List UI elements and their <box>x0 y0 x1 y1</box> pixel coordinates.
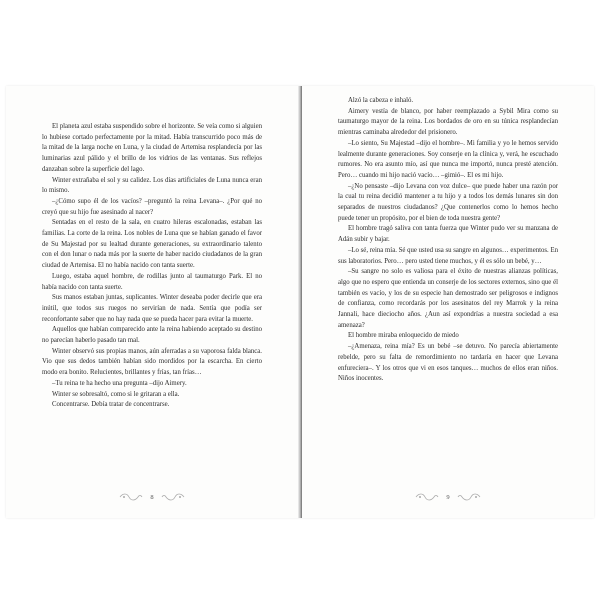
paragraph: –Lo siento, Su Majestad –dijo el hombre–. Mi familia y yo le hemos servido lealmente durante generaciones. Soy conserje en la clínica y, verá, he escuchado rumores. No era asunto mío, así que nunca me importó, nunca presté atención. Pero… cuando mi hijo nació vacío… –gimió–. El es mi hijo. <box>338 139 558 179</box>
paragraph: Luego, estaba aquel hombre, de rodillas junto al taumaturgo Park. El no había nacido con tanta suerte. <box>42 272 262 291</box>
flourish-right-icon <box>456 492 482 502</box>
paragraph: –Su sangre no solo es valiosa para el éxito de nuestras alianzas políticas, algo que no espero que entienda un conserje de los sectores externos, sino que él también es vacío, y los de su especie han demostrado ser peligrosos e indignos de confianza, como recordarás por los asesinatos del rey Marrok y la reina Jannali, hace dieciocho años. ¿Aun así expondrías a nuestra sociedad a esa amenaza? <box>338 268 558 329</box>
paragraph: El hombre tragó saliva con tanta fuerza que Winter pudo ver su manzana de Adán subir y bajar. <box>338 225 558 244</box>
right-page <box>302 86 594 518</box>
right-page-body <box>338 96 558 385</box>
book-spread <box>6 86 594 518</box>
page-number: 9 <box>446 493 450 501</box>
flourish-left-icon <box>118 492 144 502</box>
paragraph: El hombre miraba enloquecido de miedo <box>348 332 459 340</box>
paragraph: El planeta azul estaba suspendido sobre el horizonte. Se veía como si alguien lo hubiese cortado perfectamente por la mitad. Había transcurrido poco más de la mitad de la larga noche en Luna, y la ciudad de Artemisa resplandecía por las luminarias azul pálido y el brillo de los vidrios de las ventanas. Sus reflejos danzaban sobre la superficie del lago. <box>42 123 262 173</box>
paragraph: Alzó la cabeza e inhaló. <box>348 97 414 104</box>
paragraph: –¿Amenaza, reina mía? Es un bebé –se detuvo. No parecía abiertamente rebelde, pero su falta de remordimiento no tardaría en hacer que Levana enfureciera–. Y los otros que vi en esos tanques… muchos de ellos eran niños. Niños inocentes. <box>338 343 558 383</box>
left-page <box>6 86 298 518</box>
paragraph: –Tu reina te ha hecho una pregunta –dijo Aimery. <box>52 379 187 387</box>
paragraph: Winter observó sus propias manos, aún aferradas a su vaporosa falda blanca. Vio que sus dedos también habían sido mordidos por la escarcha. En cierto modo era bonito. Relucientes, brillantes y frías, tan frías… <box>42 347 262 377</box>
right-page-footer <box>302 490 594 504</box>
left-page-body <box>42 122 262 411</box>
flourish-right-icon <box>160 492 186 502</box>
page-number: 8 <box>150 493 154 501</box>
paragraph: –¿No pensaste –dijo Levana con voz dulce– que puede haber una razón por la cual tu reina decidió mantener a tu hijo y a todos los demás lunares sin don separados de nuestros ciudadanos? ¿Que contenerlos como lo hemos hecho puede tener un propósito, por el bien de toda nuestra gente? <box>338 182 558 222</box>
paragraph: Aquellos que habían comparecido ante la reina habiendo aceptado su destino no parecían haberlo pasado tan mal. <box>42 326 262 345</box>
left-page-footer <box>6 490 298 504</box>
flourish-left-icon <box>414 492 440 502</box>
paragraph: Aimery vestía de blanco, por haber reemplazado a Sybil Mira como su taumaturgo mayor de la reina. Los bordados de oro en su túnica resplandecían mientras caminaba alrededor del prisionero. <box>338 107 558 137</box>
paragraph: Winter se sobresaltó, como si le gritaran a ella. <box>52 390 180 398</box>
paragraph: –Lo sé, reina mía. Sé que usted usa su sangre en algunos… experimentos. En sus laboratorios. Pero… pero usted tiene muchos, y él es sólo un bebé, y… <box>338 246 558 265</box>
paragraph: Sentadas en el resto de la sala, en cuatro hileras escalonadas, estaban las familias. La corte de la reina. Los nobles de Luna que se habían ganado el favor de Su Majestad por su lealtad durante generaciones, su extraordinario talento con el don lunar o nada más por la suerte de haber nacido ciudadanos de la gran ciudad de Artemisa. El no había nacido con tanta suerte. <box>42 219 262 270</box>
paragraph: Sus manos estaban juntas, suplicantes. Winter deseaba poder decirle que era inútil, que todos sus ruegos no servirían de nada. Sentía que podía ser reconfortante saber que no hay nada que se pueda hacer para evitar la muerte. <box>42 294 262 323</box>
paragraph: Winter extrañaba el sol y su calidez. Los días artificiales de Luna nunca eran lo mismo. <box>42 176 262 195</box>
paragraph: –¿Cómo supo él de los vacíos? –preguntó la reina Levana–. ¿Por qué no creyó que su hijo fue asesinado al nacer? <box>42 197 262 216</box>
paragraph: Concentrarse. Debía tratar de concentrarse. <box>52 401 170 409</box>
